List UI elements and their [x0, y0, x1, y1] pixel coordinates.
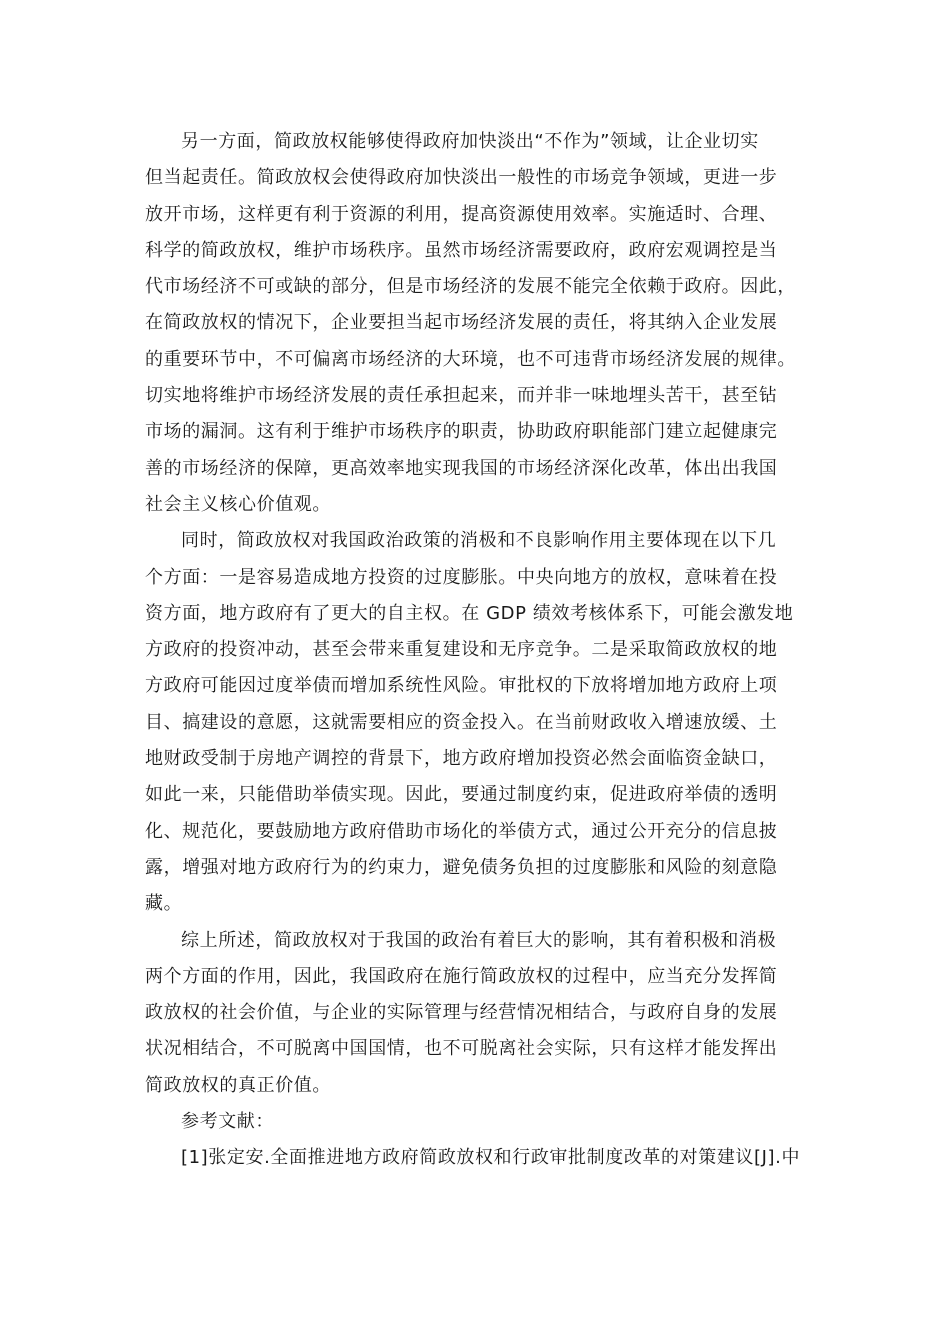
- paragraph-2: [145, 523, 805, 922]
- text-line: 资方面，地方政府有了更大的自主权。在 GDP 绩效考核体系下，可能会激发地: [145, 602, 794, 624]
- paragraph-1: [145, 124, 805, 523]
- text-line: 同时，简政放权对我国政治政策的消极和不良影响作用主要体现在以下几: [181, 530, 777, 552]
- text-line: 另一方面，简政放权能够使得政府加快淡出“不作为”领域，让企业切实: [181, 131, 759, 152]
- text-line: 代市场经济不可或缺的部分，但是市场经济的发展不能完全依赖于政府。因此，: [145, 276, 796, 298]
- text-line: 科学的简政放权，维护市场秩序。虽然市场经济需要政府，政府宏观调控是当: [145, 239, 778, 261]
- text-line: 目、搞建设的意愿，这就需要相应的资金投入。在当前财政收入增速放缓、土: [145, 711, 778, 733]
- references-heading: 参考文献：: [181, 1111, 274, 1133]
- text-line: 切实地将维护市场经济发展的责任承担起来，而并非一味地埋头苦干，甚至钻: [145, 385, 778, 407]
- text-line: 综上所述，简政放权对于我国的政治有着巨大的影响，其有着积极和消极: [181, 929, 777, 951]
- text-line: 但当起责任。简政放权会使得政府加快淡出一般性的市场竞争领域，更进一步: [145, 167, 778, 189]
- text-line: 方政府可能因过度举债而增加系统性风险。审批权的下放将增加地方政府上项: [145, 675, 778, 697]
- text-line: 社会主义核心价值观。: [145, 493, 331, 515]
- text-line: 方政府的投资冲动，甚至会带来重复建设和无序竞争。二是采取简政放权的地: [145, 639, 778, 661]
- text-line: 化、规范化，要鼓励地方政府借助市场化的举债方式，通过公开充分的信息披: [145, 820, 778, 842]
- text-line: 善的市场经济的保障，更高效率地实现我国的市场经济深化改革，体出出我国: [145, 457, 778, 479]
- text-line: 个方面：一是容易造成地方投资的过度膨胀。中央向地方的放权，意味着在投: [145, 566, 778, 588]
- text-line: 藏。: [145, 893, 183, 915]
- text-line: 露，增强对地方政府行为的约束力，避免债务负担的过度膨胀和风险的刻意隐: [145, 856, 778, 878]
- text-line: 政放权的社会价值，与企业的实际管理与经营情况相结合，与政府自身的发展: [145, 1002, 778, 1024]
- text-line: 两个方面的作用，因此，我国政府在施行简政放权的过程中，应当充分发挥简: [145, 965, 778, 987]
- text-line: 状况相结合，不可脱离中国国情，也不可脱离社会实际，只有这样才能发挥出: [145, 1038, 778, 1060]
- document-page: [145, 124, 805, 1177]
- reference-item: [1]张定安.全面推进地方政府简政放权和行政审批制度改革的对策建议[J].中: [181, 1147, 801, 1169]
- text-line: 的重要环节中，不可偏离市场经济的大环境，也不可违背市场经济发展的规律。: [145, 348, 796, 370]
- text-line: 简政放权的真正价值。: [145, 1074, 331, 1096]
- text-line: 如此一来，只能借助举债实现。因此，要通过制度约束，促进政府举债的透明: [145, 784, 778, 806]
- references-section: [145, 1104, 805, 1177]
- text-line: 地财政受制于房地产调控的背景下，地方政府增加投资必然会面临资金缺口，: [145, 748, 778, 770]
- text-line: 市场的漏洞。这有利于维护市场秩序的职责，协助政府职能部门建立起健康完: [145, 421, 778, 443]
- text-line: 放开市场，这样更有利于资源的利用，提高资源使用效率。实施适时、合理、: [145, 203, 778, 225]
- paragraph-3: [145, 923, 805, 1104]
- text-line: 在简政放权的情况下，企业要担当起市场经济发展的责任，将其纳入企业发展: [145, 312, 778, 334]
